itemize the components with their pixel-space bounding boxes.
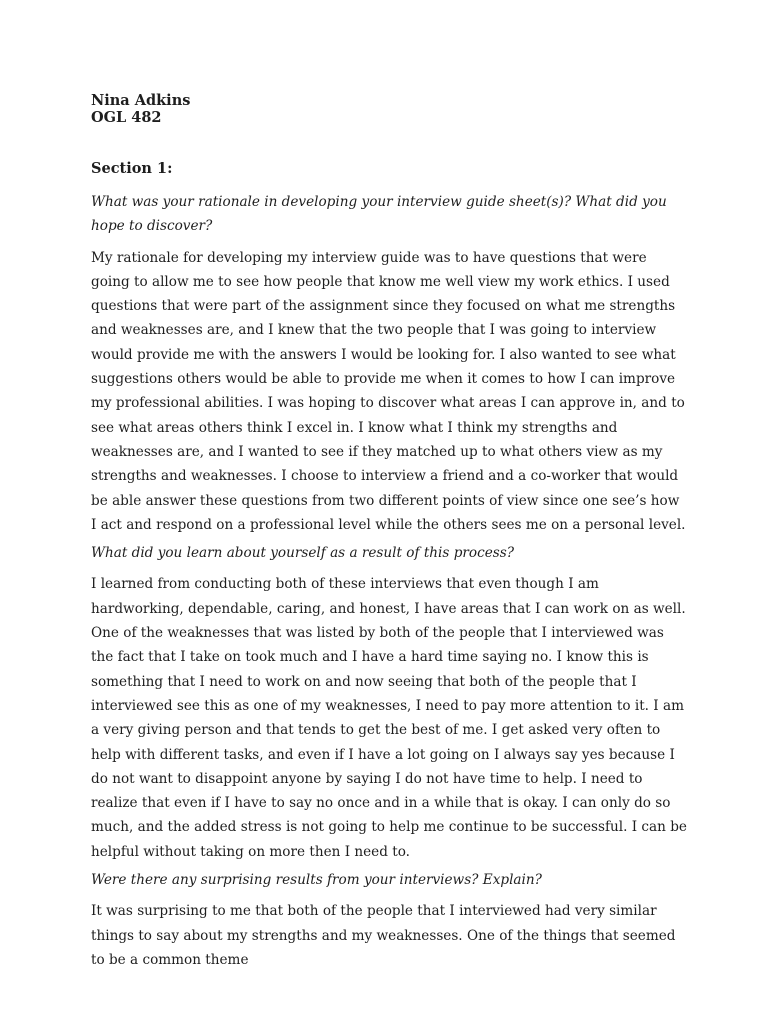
answer-1: My rationale for developing my interview guide was to have questions that were going to allow me to see how people that know me well view my work ethics. I used questions that were part of the assignment since they focused on what me strengths and weaknesses are, and I knew that the two people that I was going to interview would provide me with the answers I would be looking for. I also wanted to see what suggestions others would be able to provide me when it comes to how I can improve my professional abilities. I was hoping to discover what areas I can approve in, and to see what areas others think I excel in. I know what I think my strengths and weaknesses are, and I wanted to see if they matched up to what others view as my strengths and weaknesses. I choose to interview a friend and a co-worker that would be able answer these questions from two different points of view since one see’s how I act and respond on a professional level while the others sees me on a personal level. [91, 249, 686, 533]
question-3: Were there any surprising results from your interviews? Explain? [91, 872, 542, 889]
question-1: What was your rationale in developing your interview guide sheet(s)? What did you hope to discover? [91, 194, 667, 235]
document-page [91, 92, 687, 972]
answer-3: It was surprising to me that both of the people that I interviewed had very similar things to say about my strengths and my weaknesses. One of the things that seemed to be a common theme [91, 903, 676, 968]
author-name: Nina Adkins [91, 92, 191, 109]
question-2: What did you learn about yourself as a result of this process? [91, 545, 514, 562]
section-heading: Section 1: [91, 160, 173, 177]
course-code: OGL 482 [91, 109, 162, 126]
answer-2: I learned from conducting both of these interviews that even though I am hardworking, dependable, caring, and honest, I have areas that I can work on as well. One of the weaknesses that was listed by both of the people that I interviewed was the fact that I take on took much and I have a hard time saying no. I know this is something that I need to work on and now seeing that both of the people that I interviewed see this as one of my weaknesses, I need to pay more attention to it. I am a very giving person and that tends to get the best of me. I get asked very often to help with different tasks, and even if I have a lot going on I always say yes because I do not want to disappoint anyone by saying I do not have time to help. I need to realize that even if I have to say no once and in a while that is okay. I can only do so much, and the added stress is not going to help me continue to be successful. I can be helpful without taking on more then I need to. [91, 576, 687, 860]
